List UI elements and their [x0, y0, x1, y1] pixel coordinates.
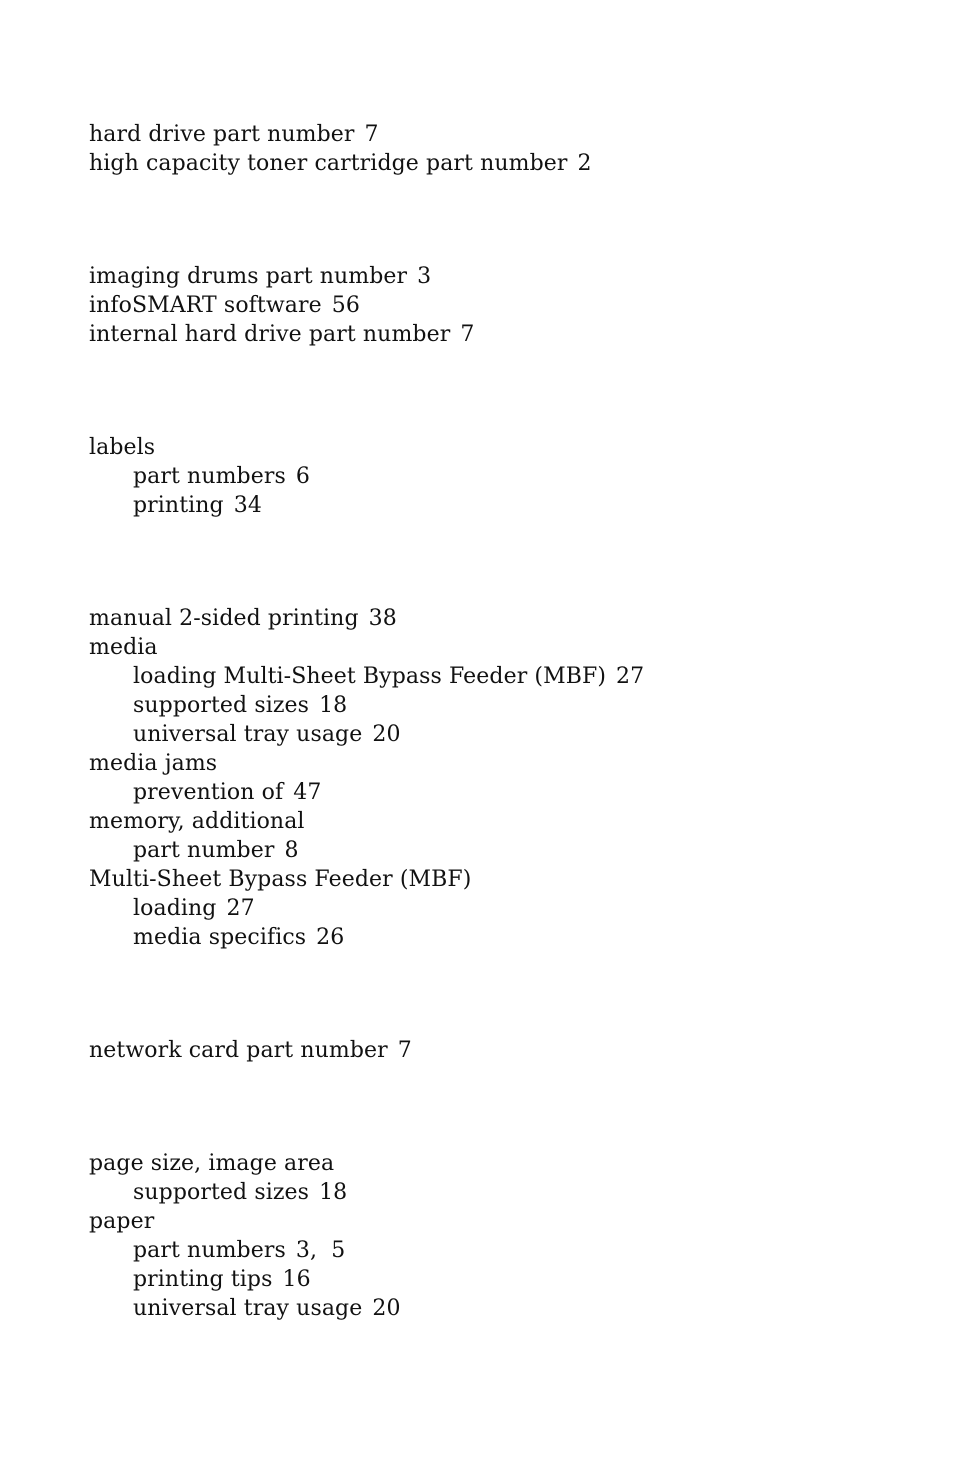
index-page-ref: 7 — [460, 322, 475, 347]
index-subentry — [89, 1236, 401, 1265]
index-group-l — [89, 433, 310, 520]
index-term: high capacity toner cartridge part number — [89, 151, 568, 176]
index-term: Multi-Sheet Bypass Feeder (MBF) — [89, 867, 472, 892]
index-page-ref: 7 — [364, 122, 379, 147]
index-term: universal tray usage — [133, 1296, 363, 1321]
index-term: media — [89, 635, 158, 660]
index-entry — [89, 865, 644, 894]
index-entry — [89, 749, 644, 778]
index-entry — [89, 604, 644, 633]
index-page-ref: 18 — [319, 1180, 348, 1205]
index-page-ref: 6 — [295, 464, 310, 489]
index-page-ref: 38 — [368, 606, 397, 631]
index-term: imaging drums part number — [89, 264, 408, 289]
index-term: infoSMART software — [89, 293, 322, 318]
index-page-ref: 3 — [417, 264, 432, 289]
index-term: page size, image area — [89, 1151, 335, 1176]
index-entry — [89, 262, 474, 291]
index-subentry — [89, 462, 310, 491]
index-entry — [89, 149, 592, 178]
index-page-ref: 20 — [372, 1296, 401, 1321]
index-page-ref: 27 — [226, 896, 255, 921]
index-term: labels — [89, 435, 156, 460]
index-subentry — [89, 778, 644, 807]
index-term: part numbers — [133, 1238, 286, 1263]
index-subentry — [89, 691, 644, 720]
index-term: prevention of — [133, 780, 284, 805]
index-entry — [89, 1207, 401, 1236]
index-term: paper — [89, 1209, 155, 1234]
index-term: supported sizes — [133, 693, 310, 718]
index-term: manual 2-sided printing — [89, 606, 359, 631]
index-page-ref: 18 — [319, 693, 348, 718]
index-subentry — [89, 720, 644, 749]
index-entry — [89, 633, 644, 662]
index-subentry — [89, 836, 644, 865]
index-term: printing — [133, 493, 224, 518]
index-group-h — [89, 120, 592, 178]
index-page-ref: 34 — [233, 493, 262, 518]
index-subentry — [89, 662, 644, 691]
index-group-m — [89, 604, 644, 952]
index-entry — [89, 320, 474, 349]
index-term: hard drive part number — [89, 122, 355, 147]
index-term: internal hard drive part number — [89, 322, 451, 347]
index-term: part number — [133, 838, 275, 863]
index-subentry — [89, 894, 644, 923]
index-page-ref: 20 — [372, 722, 401, 747]
index-page-ref: 7 — [397, 1038, 412, 1063]
index-subentry — [89, 923, 644, 952]
index-subentry — [89, 1294, 401, 1323]
index-term: universal tray usage — [133, 722, 363, 747]
index-subentry — [89, 491, 310, 520]
index-page-ref: 47 — [293, 780, 322, 805]
index-term: supported sizes — [133, 1180, 310, 1205]
index-term: printing tips — [133, 1267, 273, 1292]
index-entry — [89, 120, 592, 149]
index-page-ref: 16 — [282, 1267, 311, 1292]
index-page-ref: 2 — [577, 151, 592, 176]
index-page-ref: 27 — [616, 664, 645, 689]
index-term: part numbers — [133, 464, 286, 489]
index-term: media specifics — [133, 925, 307, 950]
index-group-p — [89, 1149, 401, 1323]
index-term: loading — [133, 896, 217, 921]
index-page-ref: 56 — [331, 293, 360, 318]
index-page-ref: 3, 5 — [295, 1238, 346, 1263]
index-term: memory, additional — [89, 809, 305, 834]
index-entry — [89, 291, 474, 320]
index-term: media jams — [89, 751, 218, 776]
index-entry — [89, 433, 310, 462]
index-term: network card part number — [89, 1038, 388, 1063]
index-subentry — [89, 1178, 401, 1207]
index-group-i — [89, 262, 474, 349]
index-entry — [89, 1149, 401, 1178]
index-entry — [89, 1036, 412, 1065]
index-subentry — [89, 1265, 401, 1294]
index-page-ref: 8 — [284, 838, 299, 863]
index-group-n — [89, 1036, 412, 1065]
index-term: loading Multi-Sheet Bypass Feeder (MBF) — [133, 664, 607, 689]
index-entry — [89, 807, 644, 836]
index-page-ref: 26 — [316, 925, 345, 950]
